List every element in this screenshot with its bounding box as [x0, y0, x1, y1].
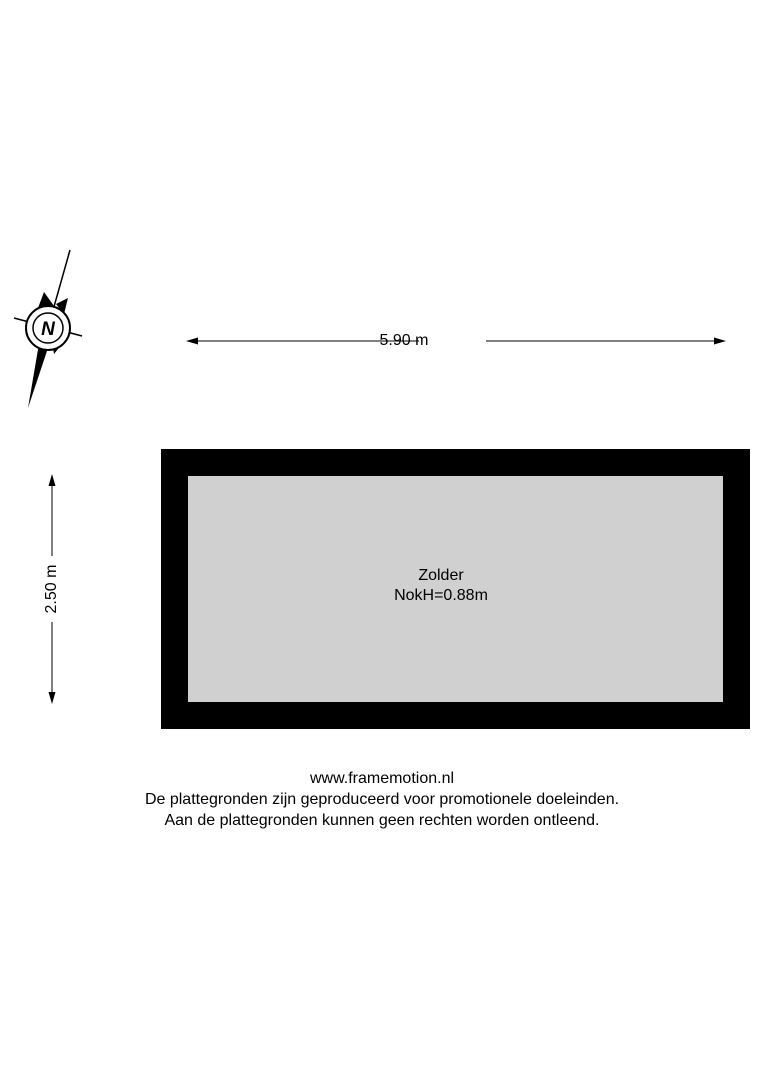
footer-disclaimer-line-1: De plattegronden zijn geproduceerd voor promotionele doeleinden.	[144, 791, 620, 808]
depth-dimension-label: 2.50 m	[43, 564, 60, 614]
compass-letter: N	[41, 319, 55, 340]
width-dimension-label: 5.90 m	[379, 332, 429, 349]
room-label	[188, 566, 694, 606]
room-ridge-height: NokH=0.88m	[394, 587, 488, 604]
footer-url: www.framemotion.nl	[309, 770, 455, 787]
room-name: Zolder	[418, 567, 464, 584]
north-compass-icon	[8, 248, 90, 412]
footer-disclaimer-line-2: Aan de plattegronden kunnen geen rechten worden ontleend.	[164, 812, 600, 829]
